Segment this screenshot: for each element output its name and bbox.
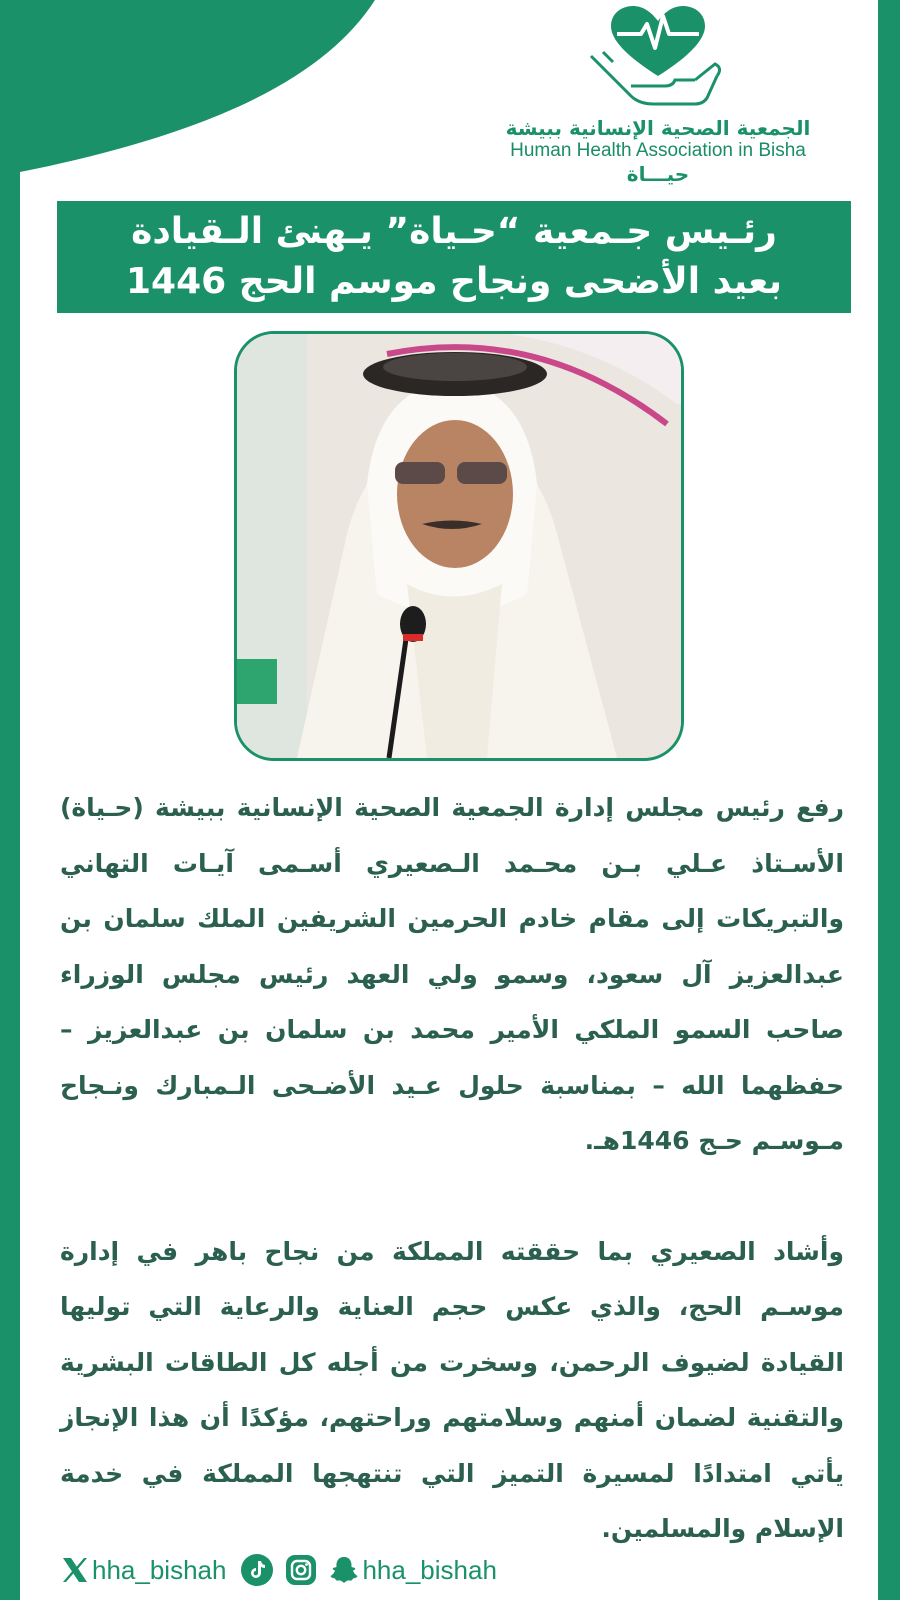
left-frame-bar [0, 0, 20, 1600]
instagram-icon[interactable] [284, 1553, 318, 1587]
logo-english-name: Human Health Association in Bisha [510, 140, 806, 161]
logo-arabic-name: الجمعية الصحية الإنسانية ببيشة [505, 116, 811, 140]
x-handle[interactable]: hha_bishah [92, 1554, 227, 1585]
social-footer [60, 1552, 497, 1588]
corner-decoration [0, 0, 380, 180]
tiktok-icon[interactable] [240, 1553, 274, 1587]
logo-short-name: حيـــاة [626, 162, 690, 186]
headline-line-2: بعيد الأضحى ونجاح موسم الحج 1446 [125, 261, 783, 302]
headline-line-1: رئـيس جـمعية “حـياة” يـهنئ الـقيادة [131, 211, 777, 252]
article-paragraph-2: وأشاد الصعيري بما حققته المملكة من نجاح باهر في إدارة موسـم الحج، والذي عكس حجم العناية والرعاية التي توليها القيادة لضيوف الرحمن، وسخرت من أجله كل الطاقات البشرية والتقنية لضمان أمنهم وسلامتهم وراحتهم، مؤكدًا أن هذا الإنجاز يأتي امتدادًا لمسيرة التميز التي تنتهجها المملكة في خدمة الإسلام والمسلمين. [60, 1236, 844, 1543]
snapchat-icon[interactable] [328, 1554, 360, 1586]
article-paragraph-1: رفع رئيس مجلس إدارة الجمعية الصحية الإنسانية ببيشة (حـياة) الأسـتاذ عـلي بـن محـمد الـصعيري أسـمى آيـات التهاني والتبريكات إلى مقام خادم الحرمين الشريفين الملك سلمان بن عبدالعزيز آل سعود، وسمو ولي العهد رئيس مجلس الوزراء صاحب السمو الملكي الأمير محمد بن سلمان بن عبدالعزيز – حفظهما الله – بمناسبة حلول عـيد الأضـحى الـمبارك ونـجاح مـوسـم حـج 1446هـ. [60, 793, 844, 1155]
association-logo [498, 4, 818, 194]
article-body [60, 780, 844, 1557]
portrait-photo [234, 331, 684, 761]
x-icon[interactable] [60, 1555, 90, 1585]
headline-banner [57, 201, 851, 313]
right-frame-bar [878, 0, 900, 1600]
snapchat-handle[interactable]: hha_bishah [362, 1554, 497, 1585]
heart-hand-icon [583, 4, 733, 114]
